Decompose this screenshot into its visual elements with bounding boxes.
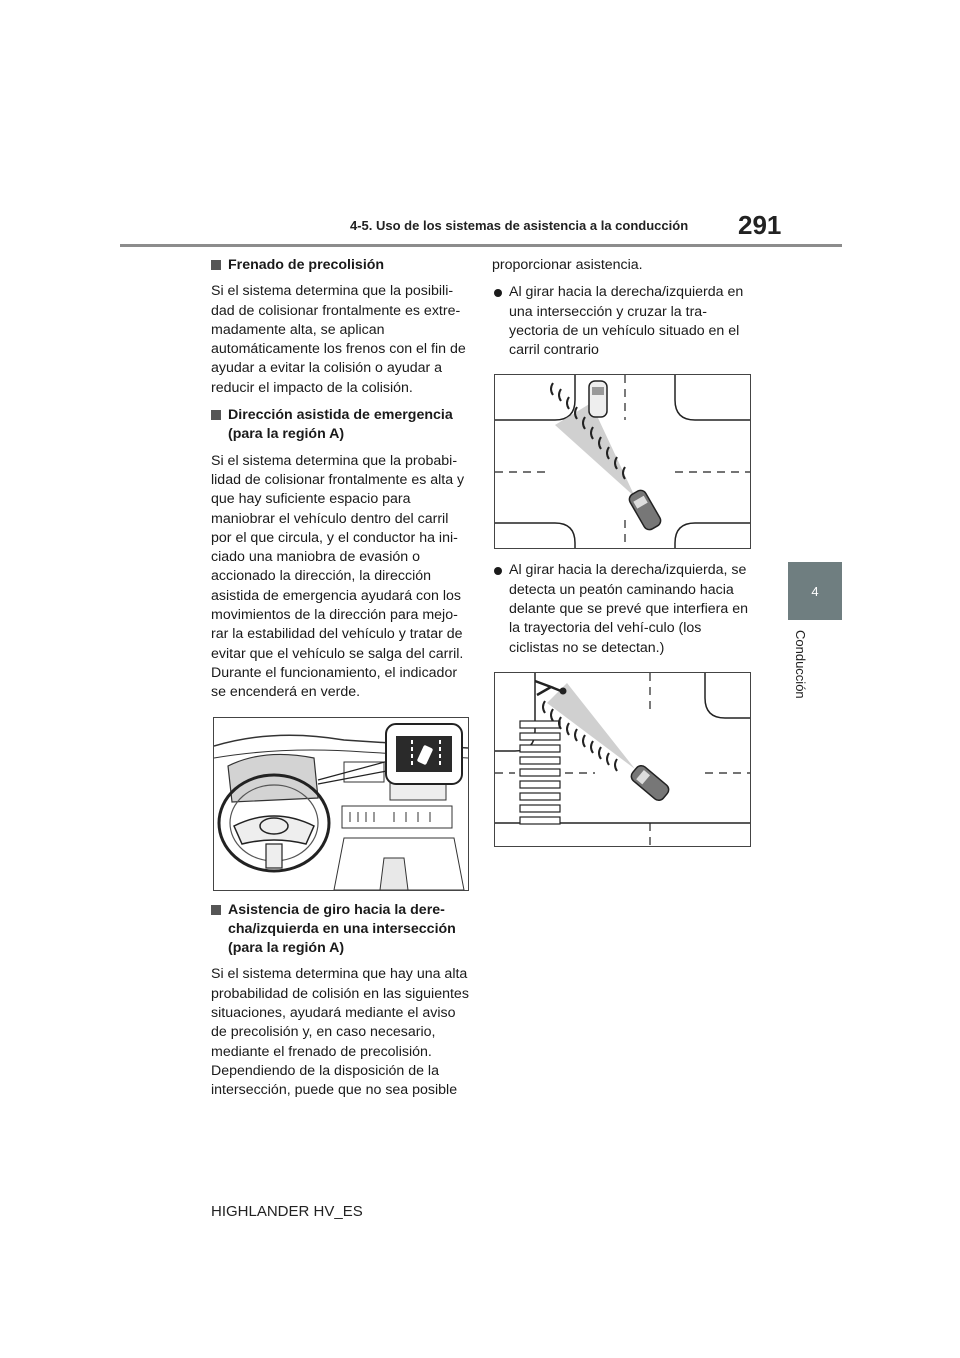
chapter-tab[interactable] (788, 562, 842, 620)
paragraph: Si el sistema determina que la posibili-dad de colisionar frontalmente es extre-madamente alta, se aplican automáticamente los frenos con el fin de ayudar a evitar la colisión o ayudar a reducir el impacto de la colisión. (211, 283, 466, 396)
right-column (492, 256, 752, 847)
intersection-vehicle-illustration (495, 375, 750, 548)
chapter-label: Conducción (793, 630, 808, 699)
heading-turn-assist (211, 901, 471, 959)
page-number: 291 (738, 210, 782, 240)
dashboard-figure (213, 717, 469, 891)
bullet-item (492, 561, 752, 657)
intersection-pedestrian-illustration (495, 673, 750, 846)
chapter-number: 4 (811, 583, 819, 599)
square-bullet-icon (211, 260, 221, 270)
intersection-vehicle-figure (494, 374, 751, 549)
left-column (211, 256, 471, 1109)
section-title: 4-5. Uso de los sistemas de asistencia a la conducción (350, 218, 689, 233)
bullet-text: Al girar hacia la derecha/izquierda en una intersección y cruzar la tra-yectoria de un vehículo situado en el carril contrario (509, 284, 744, 359)
paragraph: proporcionar asistencia. (492, 257, 643, 273)
paragraph: Dependiendo de la disposición de la intersección, puede que no sea posible (211, 1062, 458, 1099)
heading-emergency-steering (211, 406, 471, 445)
dashboard-illustration (214, 718, 468, 890)
bullet-dot-icon (494, 567, 502, 575)
paragraph: Si el sistema determina que hay una alta probabilidad de colisión en las siguientes situaciones, ayudará mediante el aviso de precolisión y, en caso necesario, mediante el frenado de precolisión. (211, 966, 469, 1060)
heading-text: Asistencia de giro hacia la dere-cha/izquierda en una intersección (para la región A) (228, 901, 456, 957)
bullet-dot-icon (494, 289, 502, 297)
bullet-item (492, 283, 752, 360)
pedestrian-icon (535, 681, 567, 695)
heading-text: Dirección asistida de emergencia (para la región A) (228, 407, 453, 443)
bullet-text: Al girar hacia la derecha/izquierda, se detecta un peatón caminando hacia delante que se prevé que interfiera en la trayectoria del vehí-culo (los ciclistas no se detectan.) (509, 562, 748, 656)
square-bullet-icon (211, 410, 221, 420)
paragraph: Si el sistema determina que la probabi-lidad de colisionar frontalmente es alta y que hay suficiente espacio para maniobrar el vehículo dentro del carril por el que circula, y el conductor ha ini-ciado una maniobra de evasión o accionado la dirección, la dirección asistida de emergencia ayudará con los movimientos de la dirección para mejo-rar la estabilidad del vehículo y tratar de evitar que el vehículo se salga del carril. Durante el funcionamiento, el indicador se encenderá en verde. (211, 452, 465, 701)
square-bullet-icon (211, 905, 221, 915)
header-divider (120, 244, 842, 247)
heading-text: Frenado de precolisión (228, 257, 385, 273)
intersection-pedestrian-figure (494, 672, 751, 847)
heading-precollision-braking (211, 256, 471, 275)
footer-model-code: HIGHLANDER HV_ES (211, 1203, 363, 1220)
